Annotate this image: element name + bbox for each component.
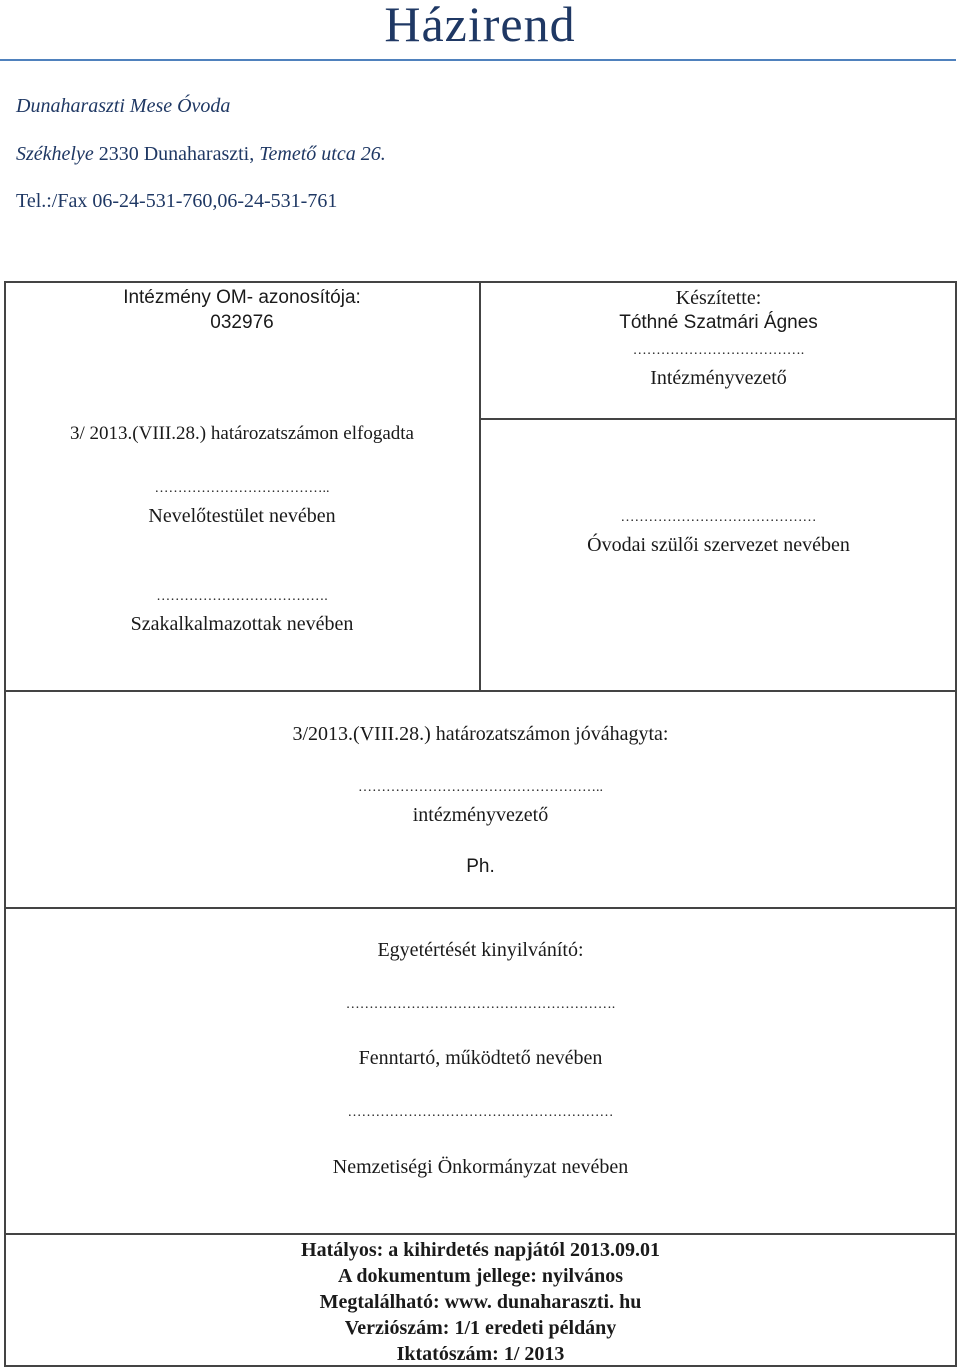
approval-head-label: intézményvezető [412,804,549,826]
head-label: Intézményvezető [650,367,787,389]
staff-signature-line: ……………………………….. [154,481,330,496]
version-number: Verziószám: 1/1 eredeti példány [344,1317,617,1339]
approval-resolution: 3/2013.(VIII.28.) határozatszámon jóváhagyta: [292,723,669,745]
address-city: 2330 Dunaharaszti, [98,143,255,165]
parents-label: Óvodai szülői szervezet nevében [587,534,850,556]
effective-date: Hatályos: a kihirdetés napjától 2013.09.01 [301,1239,660,1261]
staff-label: Nevelőtestület nevében [148,505,336,527]
header-institution [16,94,230,118]
document-nature: A dokumentum jellege: nyilvános [337,1265,624,1287]
professional-signature-line: ………………………………. [156,589,328,604]
parents-signature-line: …………………………………… [620,510,817,525]
stamp-label: Ph. [466,856,495,877]
document-location: Megtalálható: www. dunaharaszti. hu [319,1291,642,1313]
om-value: 032976 [210,312,274,333]
approval-signature-line: …………………………………………….. [358,780,603,795]
prepared-by-name: Tóthné Szatmári Ágnes [619,312,818,333]
header-phone: Tel.:/Fax 06-24-531-760,06-24-531-761 [16,190,338,212]
consent-label: Egyetértését kinyilvánító: [377,939,584,961]
filing-number: Iktatószám: 1/ 2013 [396,1343,565,1365]
page-title: Házirend [384,0,576,52]
address-street: Temető utca 26. [259,143,386,165]
professional-label: Szakalkalmazottak nevében [130,613,354,635]
institution-name: Dunaharaszti Mese Óvoda [16,95,231,117]
minority-signature-line: ………………………………………………… [347,1105,614,1120]
header-address [16,142,386,166]
prepared-by-label: Készítette: [675,287,762,309]
maintainer-signature-line: …………………………………………………. [345,997,616,1012]
adoption-resolution: 3/ 2013.(VIII.28.) határozatszámon elfogadta [70,423,414,444]
maintainer-label: Fenntartó, működtető nevében [358,1047,603,1069]
title-underline [0,59,956,61]
head-signature-line: ………………………………. [632,343,805,358]
om-label: Intézmény OM- azonosítója: [123,287,361,308]
address-label: Székhelye [16,143,94,165]
minority-label: Nemzetiségi Önkormányzat nevében [332,1156,629,1178]
